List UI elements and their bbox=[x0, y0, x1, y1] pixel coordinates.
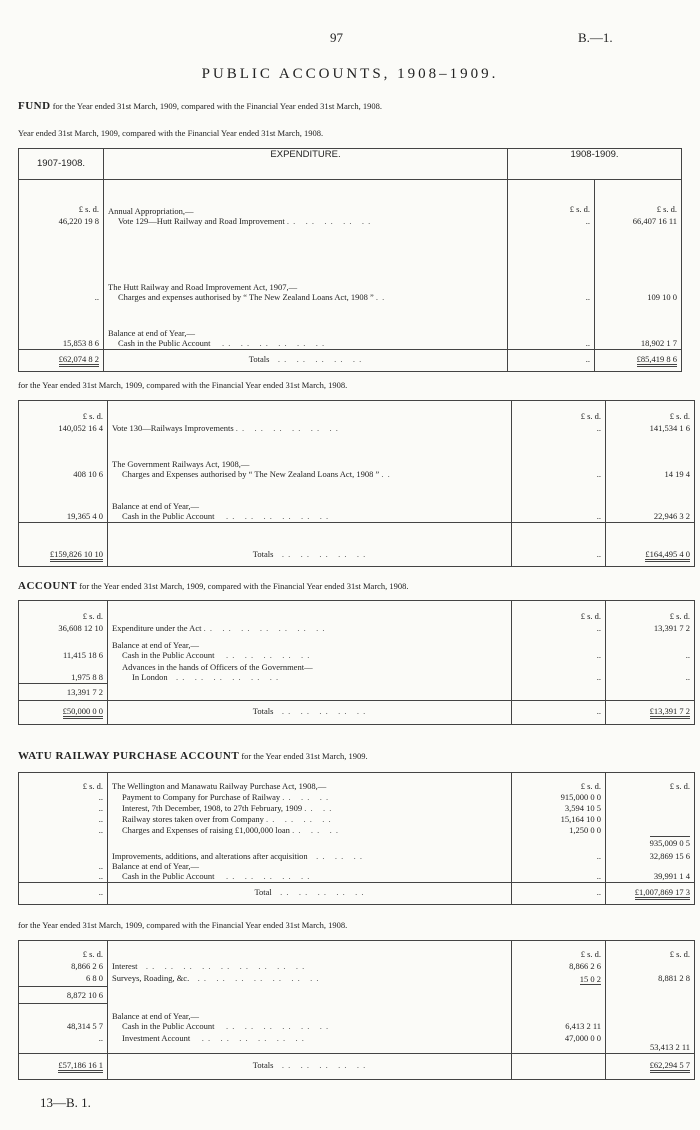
amount-prev: .. bbox=[19, 1032, 108, 1054]
amount-current: 66,407 16 11 bbox=[632, 216, 677, 226]
page-title: PUBLIC ACCOUNTS, 1908–1909. bbox=[201, 66, 499, 82]
amount-detail: .. bbox=[512, 661, 606, 683]
units: £ s. d. bbox=[580, 781, 601, 791]
row-description: Expenditure under the Act bbox=[112, 623, 202, 633]
subtotal-prev: 8,872 10 6 bbox=[19, 986, 108, 1003]
table-row: £ s. d. .. .. .. .. The Wellington and Manawatu Railway Purchase Act, 1908,— Payment to Company for Purchase of Railway . . . . . . Interest, 7th December, 1908, to 27th February, 1909 . . . . Railway stores taken over from Company . . . . . . . . Charges and Expenses of raising £1,000,000 loan . . . . . . £ s. d. 915,000 0 0 3,594 10 5 15,164 10 0 1,250 0 0 £ s. d. 935,009 0 5 bbox=[19, 773, 695, 851]
row-description: Improvements, additions, and alterations after acquisition bbox=[112, 851, 308, 861]
amount-prev: 8,866 2 6 bbox=[19, 960, 108, 972]
subtotal-row bbox=[19, 986, 695, 1003]
units: £ s. d. bbox=[669, 781, 690, 791]
amount-detail: .. bbox=[596, 851, 601, 861]
amount-prev: 6 8 0 bbox=[19, 972, 108, 986]
amount-current: 22,946 3 2 bbox=[653, 510, 690, 521]
row-heading: Balance at end of Year,— bbox=[108, 327, 195, 338]
amount-prev: 11,415 18 6 bbox=[19, 634, 108, 661]
row-heading: The Hutt Railway and Road Improvement Act, 1907,— bbox=[108, 282, 298, 292]
amount-detail: 915,000 0 0 bbox=[560, 792, 601, 802]
row-heading: The Wellington and Manawatu Railway Purchase Act, 1908,— bbox=[112, 781, 327, 791]
totals-row: £62,074 8 2 Totals . . . . . . . . . . .. £85,419 8 6 bbox=[19, 349, 682, 371]
row-heading: Balance at end of Year,— bbox=[112, 861, 199, 871]
table-railways-improvements bbox=[18, 400, 695, 567]
units-row bbox=[19, 401, 695, 423]
row-heading: Balance at end of Year,— bbox=[112, 640, 199, 650]
amount-detail: 15,164 10 0 bbox=[560, 814, 601, 824]
amount-prev: 140,052 16 4 bbox=[19, 422, 108, 438]
subtotal-prev: 13,391 7 2 bbox=[19, 683, 108, 700]
row-description: Cash in the Public Account bbox=[122, 1021, 215, 1031]
amount-prev: 15,853 8 6 bbox=[19, 303, 104, 349]
row-description: In London bbox=[132, 672, 168, 682]
amount-current: 14 19 4 bbox=[664, 469, 690, 479]
amount-detail: 6,413 2 11 bbox=[512, 1003, 606, 1032]
placeholder: .. bbox=[98, 871, 103, 881]
units: £ s. d. bbox=[512, 401, 606, 423]
amount-current: .. bbox=[685, 672, 690, 682]
amount-detail: 47,000 0 0 bbox=[512, 1032, 606, 1054]
total-prev: £50,000 0 0 bbox=[63, 706, 103, 719]
total-current: £85,419 8 6 bbox=[637, 354, 677, 367]
total-current: £164,495 4 0 bbox=[645, 549, 690, 562]
amount-detail: .. bbox=[512, 422, 606, 438]
row-description: Interest, 7th December, 1908, to 27th February, 1909 bbox=[122, 803, 303, 813]
amount-detail: .. bbox=[596, 871, 601, 881]
row-description: Cash in the Public Account bbox=[122, 871, 215, 881]
row-description: Cash in the Public Account bbox=[122, 510, 215, 521]
units: £ s. d. bbox=[656, 204, 677, 214]
row-heading: Balance at end of Year,— bbox=[112, 1011, 199, 1021]
section-2-caption: for the Year ended 31st March, 1909, compared with the Financial Year ended 31st March, 1908. bbox=[18, 380, 348, 390]
table-row: 36,608 12 10 Expenditure under the Act . . . . . . . . . . . . . . .. 13,391 7 2 bbox=[19, 622, 695, 634]
amount-detail: 8,866 2 6 bbox=[512, 960, 606, 972]
row-description: Interest bbox=[112, 961, 138, 971]
section-1-subcaption: Year ended 31st March, 1909, compared with the Financial Year ended 31st March, 1908. bbox=[18, 128, 324, 138]
table-row: 46,220 19 8 Annual Appropriation,— Vote 129—Hutt Railway and Road Improvement . . . . . . . . . . .. 66,407 16 11 bbox=[19, 215, 682, 255]
table-header-row bbox=[19, 149, 682, 180]
section-5-caption: for the Year ended 31st March, 1909, compared with the Financial Year ended 31st March, 1908. bbox=[18, 920, 348, 930]
table-row: 6 8 0 Surveys, Roading, &c. . . . . . . . . . . . . . . 15 0 2 8,881 2 8 bbox=[19, 972, 695, 986]
placeholder: .. bbox=[98, 861, 103, 871]
placeholder: .. bbox=[98, 792, 103, 802]
totals-label: Totals bbox=[248, 353, 270, 364]
footer-signature: 13—B. 1. bbox=[40, 1095, 91, 1110]
section-1-caption bbox=[18, 100, 382, 112]
units: £ s. d. bbox=[669, 611, 690, 621]
table-row: 408 10 6 The Government Railways Act, 1908,— Charges and Expenses authorised by “ The New Zealand Loans Act, 1908 ” . . .. 14 19 4 bbox=[19, 438, 695, 480]
subtotal-row bbox=[19, 683, 695, 700]
caption-text: for the Year ended 31st March, 1909. bbox=[241, 751, 368, 761]
amount-detail: .. bbox=[508, 215, 595, 255]
amount-prev: 408 10 6 bbox=[19, 438, 108, 480]
row-description: Charges and Expenses of raising £1,000,000 loan bbox=[122, 825, 290, 835]
amount-current: 53,413 2 11 bbox=[649, 1042, 690, 1052]
table-row: 19,365 4 0 Balance at end of Year,— Cash in the Public Account . . . . . . . . . . . . .. 22,946 3 2 bbox=[19, 480, 695, 522]
row-description: Railway stores taken over from Company bbox=[122, 814, 264, 824]
units: £ s. d. bbox=[669, 411, 690, 421]
amount-detail: 1,250 0 0 bbox=[569, 825, 601, 835]
amount-detail: .. bbox=[512, 438, 606, 480]
total-detail: .. bbox=[512, 883, 606, 905]
amount-prev: 19,365 4 0 bbox=[19, 480, 108, 522]
page-number: 97 bbox=[330, 30, 343, 45]
units: £ s. d. bbox=[512, 601, 606, 623]
table-hutt-railway bbox=[18, 148, 682, 372]
totals-label: Totals bbox=[252, 548, 274, 559]
amount-detail: 3,594 10 5 bbox=[564, 803, 601, 813]
placeholder: .. bbox=[19, 883, 108, 905]
table-row: .. .. Improvements, additions, and alterations after acquisition . . . . . . Balance at end of Year,— Cash in the Public Account . . . . . . . . . . .. .. 32,869 15 6 39,991 1 4 bbox=[19, 850, 695, 883]
row-description: Charges and Expenses authorised by “ The New Zealand Loans Act, 1908 ” bbox=[122, 469, 380, 479]
units: £ s. d. bbox=[19, 180, 104, 216]
amount-detail: .. bbox=[512, 480, 606, 522]
total-current: £1,007,869 17 3 bbox=[635, 887, 690, 900]
section-3-caption bbox=[18, 580, 409, 592]
amount-prev: 36,608 12 10 bbox=[19, 622, 108, 634]
table-row: 11,415 18 6 Balance at end of Year,— Cash in the Public Account . . . . . . . . . . .. .. bbox=[19, 634, 695, 661]
table-row: 48,314 5 7 Balance at end of Year,— Cash in the Public Account . . . . . . . . . . . . 6,413 2 11 bbox=[19, 1003, 695, 1032]
amount-current: 39,991 1 4 bbox=[653, 871, 690, 881]
totals-label: Totals bbox=[252, 1060, 274, 1070]
units: £ s. d. bbox=[19, 601, 108, 623]
table-interest-account bbox=[18, 940, 695, 1080]
amount-current: 141,534 1 6 bbox=[649, 423, 690, 433]
total-current: £13,391 7 2 bbox=[650, 706, 690, 719]
totals-row: £159,826 10 10 Totals . . . . . . . . . . .. £164,495 4 0 bbox=[19, 522, 695, 566]
row-description: Cash in the Public Account bbox=[118, 337, 211, 348]
header-expenditure: EXPENDITURE. bbox=[104, 149, 508, 180]
units: £ s. d. bbox=[19, 941, 108, 961]
header-1907-1908: 1907-1908. bbox=[19, 149, 104, 180]
amount-prev: .. bbox=[19, 255, 104, 303]
row-description: Surveys, Roading, &c. bbox=[112, 973, 190, 983]
totals-row: £50,000 0 0 Totals . . . . . . . . . . .. £13,391 7 2 bbox=[19, 700, 695, 724]
amount-current: 109 10 0 bbox=[647, 292, 677, 302]
row-description: Vote 130—Railways Improvements bbox=[112, 423, 234, 433]
row-description: Payment to Company for Purchase of Railway bbox=[122, 792, 281, 802]
row-description: Charges and expenses authorised by “ The New Zealand Loans Act, 1908 ” bbox=[118, 292, 374, 302]
caption-bold: ACCOUNT bbox=[18, 580, 78, 592]
units: £ s. d. bbox=[19, 401, 108, 423]
table-account-3 bbox=[18, 600, 695, 725]
amount-current: .. bbox=[685, 650, 690, 660]
totals-label: Totals bbox=[252, 705, 274, 716]
subtotal-current: 935,009 0 5 bbox=[649, 838, 690, 848]
table-row: 140,052 16 4 Vote 130—Railways Improvements . . . . . . . . . . . . .. 141,534 1 6 bbox=[19, 422, 695, 438]
caption-bold: FUND bbox=[18, 100, 51, 112]
units-row bbox=[19, 601, 695, 623]
table-row: 15,853 8 6 Balance at end of Year,— Cash in the Public Account . . . . . . . . . . . . .. 18,902 1 7 bbox=[19, 303, 682, 349]
amount-detail: .. bbox=[512, 622, 606, 634]
row-heading: Advances in the hands of Officers of the Government— bbox=[122, 662, 313, 672]
table-row: 8,866 2 6 Interest . . . . . . . . . . . . . . . . . . 8,866 2 6 bbox=[19, 960, 695, 972]
table-row: .. Investment Account . . . . . . . . . . . . 47,000 0 0 53,413 2 11 bbox=[19, 1032, 695, 1054]
table-row: 1,975 8 8 Advances in the hands of Officers of the Government— In London . . . . . . . . . . . . .. .. bbox=[19, 661, 695, 683]
placeholder: .. bbox=[98, 825, 103, 835]
amount-current: 18,902 1 7 bbox=[640, 337, 677, 348]
row-description: Investment Account bbox=[122, 1033, 191, 1043]
total-prev: £57,186 16 1 bbox=[58, 1060, 103, 1073]
row-heading: Balance at end of Year,— bbox=[112, 500, 199, 511]
totals-row: £57,186 16 1 Totals . . . . . . . . . . £62,294 5 7 bbox=[19, 1054, 695, 1080]
totals-label: Total bbox=[254, 887, 272, 897]
total-current: £62,294 5 7 bbox=[650, 1060, 690, 1073]
units: £ s. d. bbox=[82, 781, 103, 791]
amount-detail: .. bbox=[508, 303, 595, 349]
units-row bbox=[19, 941, 695, 961]
placeholder: .. bbox=[98, 803, 103, 813]
amount-prev: 48,314 5 7 bbox=[19, 1003, 108, 1032]
row-heading: The Government Railways Act, 1908,— bbox=[112, 459, 250, 469]
row-description: Cash in the Public Account bbox=[122, 650, 215, 660]
units: £ s. d. bbox=[669, 949, 690, 959]
section-4-caption bbox=[18, 750, 368, 762]
amount-current: 32,869 15 6 bbox=[649, 851, 690, 861]
total-detail: .. bbox=[508, 349, 595, 371]
caption-bold: WATU RAILWAY PURCHASE ACCOUNT bbox=[18, 750, 240, 762]
amount-detail: .. bbox=[512, 634, 606, 661]
amount-prev: 1,975 8 8 bbox=[19, 661, 108, 683]
document-reference: B.—1. bbox=[578, 30, 613, 45]
row-heading: Annual Appropriation,— bbox=[108, 206, 194, 216]
table-row: .. The Hutt Railway and Road Improvement Act, 1907,— Charges and expenses authorised by “ The New Zealand Loans Act, 1908 ” . . .. 109 10 0 bbox=[19, 255, 682, 303]
amount-current: 13,391 7 2 bbox=[653, 623, 690, 633]
header-1908-1909: 1908-1909. bbox=[508, 149, 682, 180]
table-manawatu-railway-purchase bbox=[18, 772, 695, 905]
caption-text: for the Year ended 31st March, 1909, compared with the Financial Year ended 31st March, 1908. bbox=[79, 581, 409, 591]
total-prev: £62,074 8 2 bbox=[59, 354, 99, 367]
units: £ s. d. bbox=[512, 941, 606, 961]
totals-row: .. Total . . . . . . . . . . .. £1,007,869 17 3 bbox=[19, 883, 695, 905]
amount-detail: 15 0 2 bbox=[579, 974, 601, 984]
total-detail: .. bbox=[512, 700, 606, 724]
total-prev: £159,826 10 10 bbox=[50, 549, 103, 562]
total-detail: .. bbox=[512, 522, 606, 566]
amount-detail: .. bbox=[508, 255, 595, 303]
units: £ s. d. bbox=[508, 180, 595, 216]
amount-prev: 46,220 19 8 bbox=[19, 215, 104, 255]
placeholder: .. bbox=[98, 814, 103, 824]
amount-current: 8,881 2 8 bbox=[658, 973, 690, 983]
caption-text: for the Year ended 31st March, 1909, compared with the Financial Year ended 31st March, 1908. bbox=[52, 101, 382, 111]
row-description: Vote 129—Hutt Railway and Road Improvement bbox=[118, 216, 285, 226]
